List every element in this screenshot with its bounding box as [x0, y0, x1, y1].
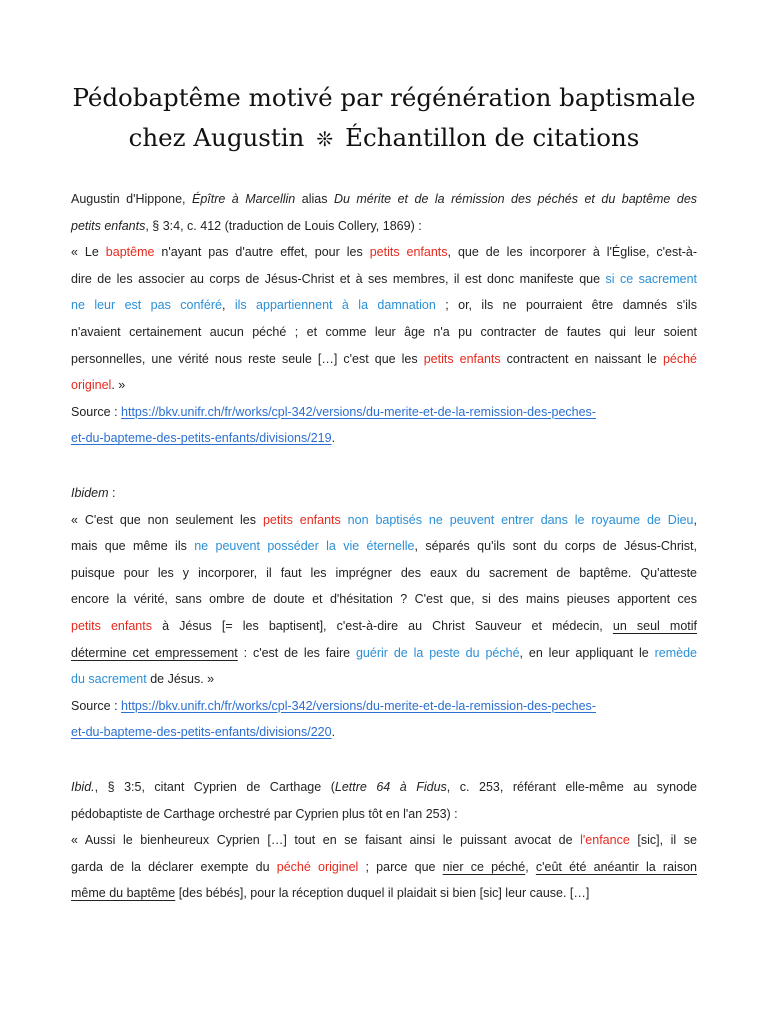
- citation-1-ref-line-2: petits enfants, § 3:4, c. 412 (traduction de Louis Collery, 1869) :: [71, 218, 422, 233]
- quote-line: dire de les associer au corps de Jésus-Christ et à ses membres, il est donc manifeste que si ce sacrement: [71, 271, 698, 286]
- page-title: [40, 78, 728, 159]
- source-line: [71, 693, 697, 720]
- highlight-red: péché originel: [276, 859, 359, 874]
- quote-line: petits enfants à Jésus [= les baptisent], c'est-à-dire au Christ Sauveur et médecin, un seul motif: [71, 618, 697, 633]
- quote-line: détermine cet empressement : c'est de les faire guérir de la peste du péché, en leur appliquant le remède: [71, 645, 697, 660]
- citation-2: [71, 480, 697, 746]
- citation-1: [71, 186, 697, 452]
- highlight-red: petits enfants: [71, 618, 152, 633]
- work-title: Lettre 64 à Fidus: [334, 780, 447, 794]
- highlight-red: originel: [71, 378, 112, 393]
- highlight-red: petits enfants: [262, 512, 341, 527]
- highlight-red: l'enfance: [580, 833, 630, 848]
- quote-line: encore la vérité, sans ombre de doute et d'hésitation ? C'est que, si des mains pieuses apportent ces: [71, 592, 697, 607]
- work-title: Épître à Marcellin: [191, 192, 296, 206]
- quote-line: puisque pour les y incorporer, il faut les imprégner des eaux du sacrement de baptême. Qu'atteste: [71, 565, 697, 580]
- citation-1-ref-line-1: Augustin d'Hippone, Épître à Marcellin alias Du mérite et de la rémission des péchés et du baptême des: [71, 192, 698, 206]
- highlight-blue: ne peuvent posséder la vie éternelle: [194, 539, 415, 554]
- highlight-blue: non baptisés ne peuvent entrer dans le royaume de Dieu: [347, 512, 694, 527]
- quote-line: même du baptême [des bébés], pour la réception duquel il plaidait si bien [sic] leur cause. […]: [71, 886, 590, 901]
- quote-line: « Le baptême n'ayant pas d'autre effet, pour les petits enfants, que de les incorporer à l'Église, c'est-à-: [71, 245, 698, 260]
- highlight-red: péché: [662, 351, 697, 366]
- underlined-phrase: c'eût été anéantir la raison: [535, 859, 697, 874]
- underlined-phrase: nier ce péché: [442, 859, 526, 874]
- quote-line: du sacrement de Jésus. »: [71, 672, 215, 687]
- source-label: Source :: [71, 698, 122, 713]
- highlight-red: petits enfants: [369, 245, 448, 260]
- highlight-blue: du sacrement: [71, 672, 147, 687]
- title-line-1: Pédobaptême motivé par régénération baptismale: [72, 83, 696, 112]
- highlight-blue: remède: [654, 645, 697, 660]
- quote-line: ne leur est pas conféré, ils appartiennent à la damnation ; or, ils ne pourraient être damnés s'ils: [71, 298, 697, 313]
- quote-line: garda de la déclarer exempte du péché originel ; parce que nier ce péché, c'eût été anéantir la raison: [71, 859, 697, 874]
- citation-3: [71, 774, 697, 907]
- work-alias: Du mérite et de la rémission des péchés et du baptême des: [333, 192, 698, 206]
- source-line: et-du-bapteme-des-petits-enfants/divisions/220.: [71, 725, 336, 740]
- quote-line: mais que même ils ne peuvent posséder la vie éternelle, séparés qu'ils sont du corps de Jésus-Christ,: [71, 539, 697, 554]
- source-link[interactable]: et-du-bapteme-des-petits-enfants/divisions/219: [71, 431, 332, 446]
- citation-3-ref-line-2: pédobaptiste de Carthage orchestré par Cyprien plus tôt en l'an 253) :: [71, 806, 458, 821]
- asterism-icon: ❊: [316, 127, 334, 151]
- title-part-a: chez Augustin: [128, 123, 305, 152]
- source-link[interactable]: https://bkv.unifr.ch/fr/works/cpl-342/versions/du-merite-et-de-la-remission-des-peches-: [121, 698, 596, 713]
- highlight-red: baptême: [105, 245, 155, 260]
- quote-line: originel. »: [71, 378, 126, 393]
- highlight-blue: ne leur est pas conféré: [71, 298, 222, 313]
- title-line-2: [40, 118, 728, 159]
- highlight-blue: ils appartiennent à la damnation: [234, 298, 436, 313]
- citation-3-ref-line-1: Ibid., § 3:5, citant Cyprien de Carthage (Lettre 64 à Fidus, c. 253, référant elle-même au synode: [71, 780, 697, 794]
- highlight-red: petits enfants: [423, 351, 501, 366]
- underlined-phrase: même du baptême: [71, 886, 176, 901]
- source-line: [71, 399, 697, 426]
- quote-line: « C'est que non seulement les petits enfants non baptisés ne peuvent entrer dans le royaume de Dieu,: [71, 512, 697, 527]
- underlined-phrase: détermine cet empressement: [71, 645, 238, 660]
- source-label: Source :: [71, 404, 122, 419]
- title-part-b: Échantillon de citations: [345, 123, 640, 152]
- quote-line: personnelles, une vérité nous reste seule […] c'est que les petits enfants contractent en naissant le péché: [71, 351, 697, 366]
- quote-line: « Aussi le bienheureux Cyprien […] tout en se faisant ainsi le puissant avocat de l'enfance [sic], il se: [71, 833, 697, 848]
- underlined-phrase: un seul motif: [612, 618, 697, 633]
- source-link[interactable]: https://bkv.unifr.ch/fr/works/cpl-342/versions/du-merite-et-de-la-remission-des-peches-: [121, 404, 596, 419]
- highlight-blue: si ce sacrement: [605, 271, 698, 286]
- citation-2-ref: Ibidem :: [71, 486, 116, 500]
- source-link[interactable]: et-du-bapteme-des-petits-enfants/divisions/220: [71, 725, 332, 740]
- highlight-blue: guérir de la peste du péché: [355, 645, 520, 660]
- quote-line: n'avaient certainement aucun péché ; et comme leur âge n'a pu contracter de fautes qui leur soient: [71, 324, 697, 339]
- source-line: et-du-bapteme-des-petits-enfants/divisions/219.: [71, 431, 336, 446]
